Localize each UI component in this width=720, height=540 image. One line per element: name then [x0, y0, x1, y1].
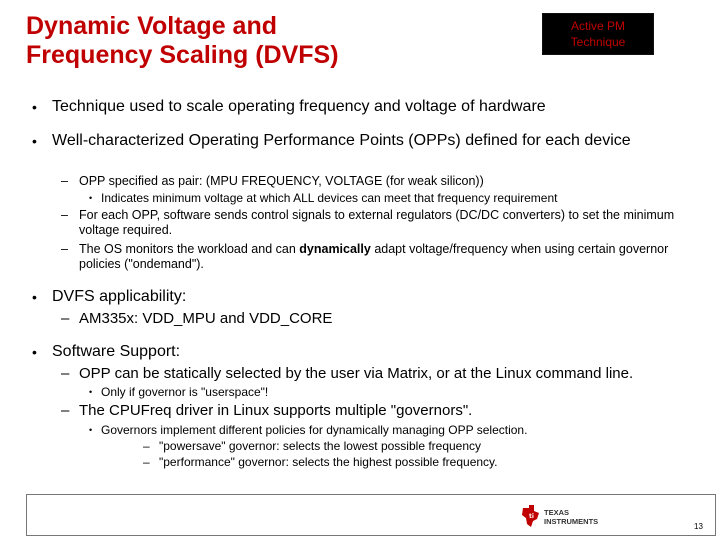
governor-performance: [143, 455, 689, 470]
dash-icon: –: [61, 174, 68, 188]
title-line-2: Frequency Scaling (DVFS): [26, 41, 339, 69]
sub-bullet-text-bold: dynamically: [299, 242, 371, 256]
bullet-text: DVFS applicability:: [52, 288, 187, 305]
sub-sub-bullet-min-voltage: [89, 191, 691, 206]
sub-bullet-opp-pair: [61, 174, 699, 189]
sub-bullet-opp-select: [61, 365, 699, 383]
dash-icon: –: [61, 310, 70, 327]
governor-text: "powersave" governor: selects the lowest possible frequency: [159, 439, 482, 453]
active-pm-badge: [542, 13, 654, 55]
sub-bullet-os-monitor: [61, 242, 699, 272]
bullet-dvfs-applicability: [32, 287, 692, 307]
dash-icon: –: [143, 455, 150, 469]
sub-bullet-text: AM335x: VDD_MPU and VDD_CORE: [79, 310, 333, 327]
logo-line-2: INSTRUMENTS: [544, 517, 599, 526]
dash-icon: –: [61, 208, 68, 222]
badge-line-2: Technique: [570, 35, 626, 49]
sub-sub-bullet-text: Indicates minimum voltage at which ALL devices can meet that frequency requirement: [101, 191, 558, 205]
title-line-1: Dynamic Voltage and: [26, 12, 277, 40]
bullet-opps: [32, 131, 692, 151]
bullet-text: Well-characterized Operating Performance Points (OPPs) defined for each device: [52, 132, 631, 149]
sub-bullet-text: OPP can be statically selected by the user via Matrix, or at the Linux command line.: [79, 365, 634, 382]
dash-icon: –: [143, 439, 150, 453]
bullet-dot-icon: •: [32, 289, 37, 305]
bullet-dot-icon: •: [89, 425, 93, 435]
sub-bullet-text: The CPUFreq driver in Linux supports multiple "governors".: [79, 402, 473, 419]
bullet-dot-icon: •: [32, 344, 37, 360]
sub-bullet-text-pre: The OS monitors the workload and can: [79, 242, 300, 256]
bullet-technique: [32, 97, 692, 117]
bullet-text: Technique used to scale operating frequency and voltage of hardware: [52, 98, 546, 115]
bullet-software-support: [32, 342, 692, 362]
bullet-dot-icon: •: [89, 387, 93, 397]
bullet-dot-icon: •: [89, 193, 93, 203]
page-title: [26, 12, 506, 70]
dash-icon: –: [61, 242, 68, 256]
sub-bullet-text: For each OPP, software sends control signals to external regulators (DC/DC converters) to set the minimum voltage required.: [79, 208, 675, 237]
bullet-dot-icon: •: [32, 99, 37, 115]
dash-icon: –: [61, 365, 70, 382]
svg-text:ti: ti: [529, 513, 534, 520]
badge-line-1: Active PM: [570, 19, 625, 33]
bullet-text: Software Support:: [52, 343, 181, 360]
texas-instruments-logo: [520, 502, 620, 530]
governor-text: "performance" governor: selects the highest possible frequency.: [159, 455, 498, 469]
governor-powersave: [143, 439, 689, 454]
logo-line-1: TEXAS: [544, 508, 570, 517]
sub-sub-bullet-governors: [89, 423, 691, 438]
sub-bullet-control-signals: [61, 208, 699, 238]
sub-sub-bullet-userspace: [89, 385, 691, 400]
sub-sub-bullet-text: Governors implement different policies for dynamically managing OPP selection.: [101, 423, 528, 437]
sub-sub-bullet-text: Only if governor is "userspace"!: [101, 385, 269, 399]
sub-bullet-text-post: adapt voltage/frequency when using certain governor policies ("ondemand").: [79, 242, 669, 271]
bullet-dot-icon: •: [32, 133, 37, 149]
sub-bullet-am335x: [61, 310, 699, 328]
page-number: 13: [694, 522, 703, 531]
dash-icon: –: [61, 402, 70, 419]
sub-bullet-text: OPP specified as pair: (MPU FREQUENCY, VOLTAGE (for weak silicon)): [79, 174, 484, 188]
sub-bullet-cpufreq: [61, 402, 699, 420]
